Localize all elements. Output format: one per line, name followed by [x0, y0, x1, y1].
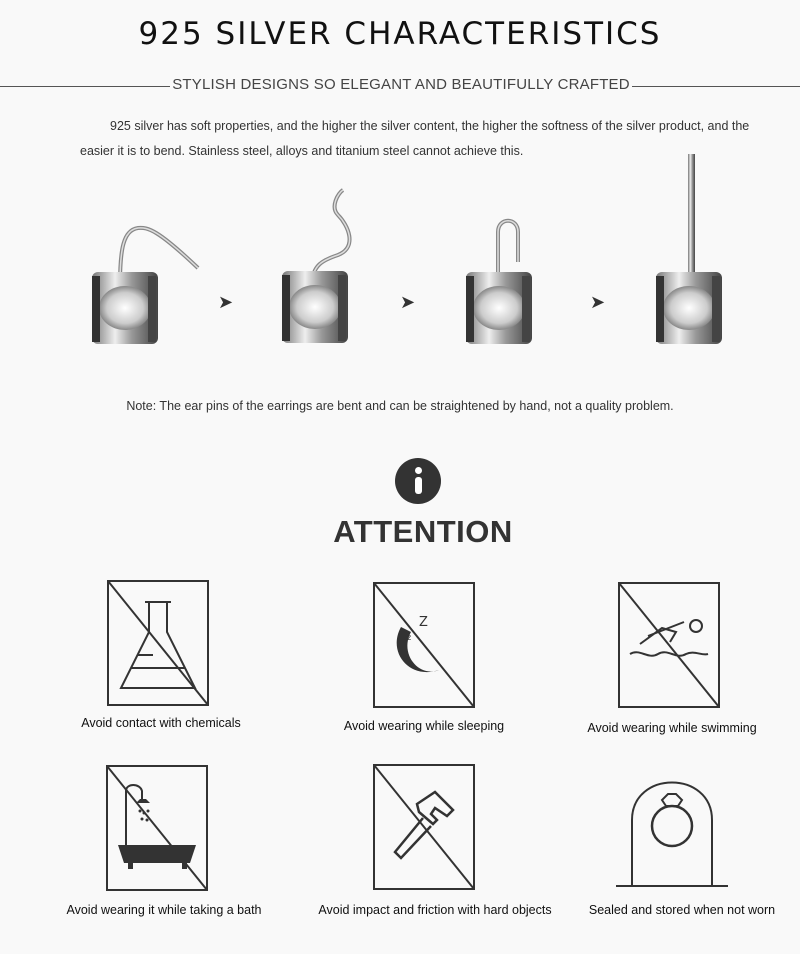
- ring-box-icon: [612, 764, 732, 890]
- warning-card-swimming: [618, 582, 720, 708]
- hammer-icon: [373, 764, 475, 890]
- page-title: 925 SILVER CHARACTERISTICS: [138, 16, 662, 52]
- svg-text:Z: Z: [419, 615, 428, 630]
- info-icon: [395, 458, 441, 504]
- earring-straight-pin-icon: [648, 152, 748, 352]
- divider-left: [0, 86, 170, 87]
- arrow-icon: ➤: [218, 292, 234, 312]
- attention-heading: ATTENTION: [333, 514, 513, 549]
- subtitle: STYLISH DESIGNS SO ELEGANT AND BEAUTIFULLY CRAFTED: [172, 76, 630, 93]
- svg-text:z: z: [407, 633, 412, 642]
- swimming-icon: [618, 582, 720, 708]
- sleep-moon-icon: [373, 582, 475, 708]
- earring-hooked-pin-icon: [460, 212, 560, 352]
- earring-stages: [0, 150, 800, 370]
- arrow-icon: ➤: [400, 292, 416, 312]
- note-text: Note: The ear pins of the earrings are bent and can be straightened by hand, not a quality problem.: [126, 399, 674, 413]
- warning-card-bath: [106, 765, 208, 891]
- warning-label: Sealed and stored when not worn: [588, 903, 776, 917]
- info-dot: [415, 467, 422, 474]
- warning-label: Avoid wearing while swimming: [587, 721, 757, 735]
- bath-shower-icon: [106, 765, 208, 891]
- warning-card-chemicals: [107, 580, 209, 706]
- arrow-icon: ➤: [590, 292, 606, 312]
- warning-label: Avoid wearing it while taking a bath: [66, 903, 262, 917]
- earring-curved-pin-icon: [268, 185, 398, 350]
- earring-bent-pin-icon: [78, 210, 208, 350]
- warning-card-storage: [612, 764, 732, 890]
- warning-card-impact: [373, 764, 475, 890]
- chemical-flask-icon: [107, 580, 209, 706]
- warning-label: Avoid contact with chemicals: [81, 716, 241, 730]
- intro-text: 925 silver has soft properties, and the higher the silver content, the higher the softness of the silver product, and the easier it is to bend. Stainless steel, alloys and titanium steel cannot achieve this.: [80, 119, 750, 158]
- warning-label: Avoid impact and friction with hard objects: [318, 903, 552, 917]
- divider-right: [632, 86, 800, 87]
- warning-card-sleeping: [373, 582, 475, 708]
- info-bar: [415, 477, 422, 494]
- subtitle-row: [0, 76, 800, 96]
- warning-label: Avoid wearing while sleeping: [343, 719, 505, 733]
